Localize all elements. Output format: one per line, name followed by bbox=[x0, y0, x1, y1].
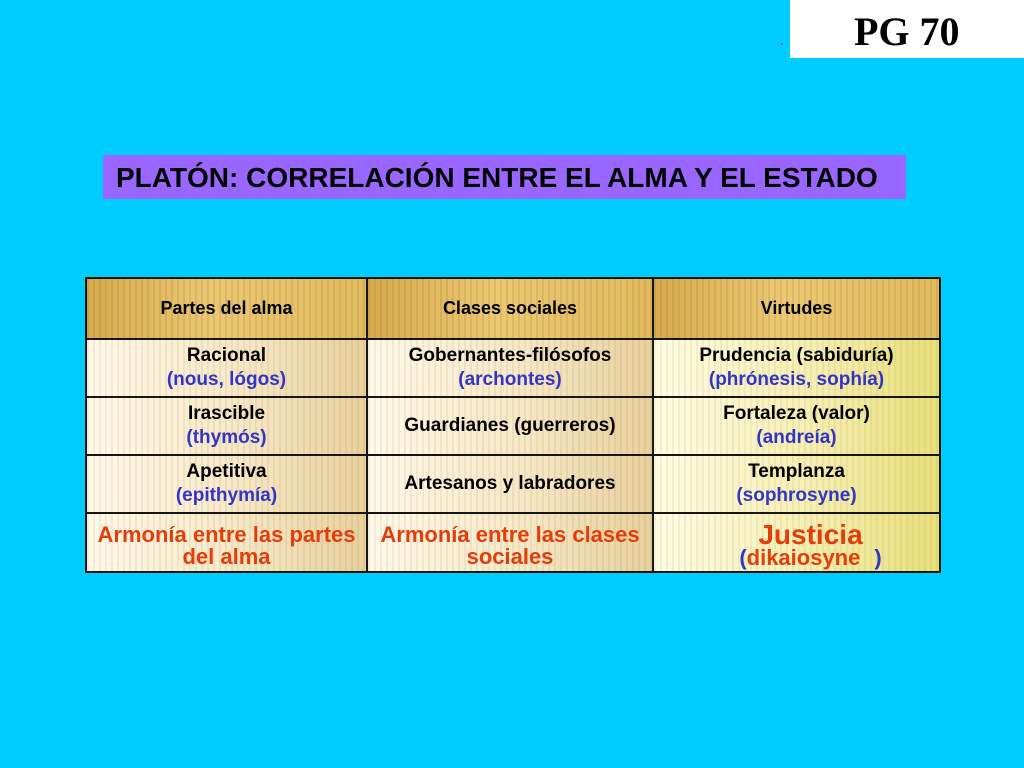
justice-label: Justicia bbox=[758, 518, 863, 550]
header-cell-soul-parts bbox=[87, 279, 366, 338]
cell-sub-text: (nous, lógos) bbox=[166, 369, 287, 390]
greek-term: dikaiosyne bbox=[746, 544, 861, 570]
cell-main-text: Templanza bbox=[748, 461, 845, 482]
corner-mark: - bbox=[780, 39, 784, 50]
justice-greek-term bbox=[739, 544, 882, 570]
correlation-table bbox=[85, 277, 941, 573]
cell-main-text: Gobernantes-filósofos bbox=[408, 345, 612, 366]
cell-social-class bbox=[368, 398, 652, 454]
cell-main-text: Artesanos y labradores bbox=[404, 473, 616, 494]
cell-main-text: Irascible bbox=[187, 403, 266, 424]
page-label-box bbox=[790, 0, 1024, 58]
harmony-text-line: Armonía entre las partes bbox=[97, 521, 356, 547]
cell-main-text: Racional bbox=[186, 345, 267, 366]
cell-soul-part bbox=[87, 456, 366, 512]
title-banner bbox=[103, 155, 906, 199]
harmony-text-line: sociales bbox=[466, 543, 554, 569]
cell-soul-harmony bbox=[87, 514, 366, 571]
cell-main-text: Guardianes (guerreros) bbox=[404, 415, 616, 436]
header-label: Clases sociales bbox=[442, 298, 578, 318]
cell-social-class bbox=[368, 340, 652, 396]
cell-sub-text: (andreía) bbox=[756, 427, 837, 448]
cell-virtue bbox=[654, 456, 939, 512]
cell-main-text: Prudencia (sabiduría) bbox=[699, 345, 894, 366]
cell-main-text: Apetitiva bbox=[186, 461, 267, 482]
cell-virtue bbox=[654, 398, 939, 454]
header-label: Virtudes bbox=[760, 298, 833, 318]
cell-state-harmony bbox=[368, 514, 652, 571]
open-parenthesis: ( bbox=[739, 544, 747, 570]
page-number-label: PG 70 bbox=[854, 9, 960, 54]
header-cell-virtues bbox=[654, 279, 939, 338]
cell-social-class bbox=[368, 456, 652, 512]
header-label: Partes del alma bbox=[160, 298, 293, 318]
cell-virtue bbox=[654, 340, 939, 396]
cell-sub-text: (phrónesis, sophía) bbox=[708, 369, 885, 390]
harmony-text-line: Armonía entre las clases bbox=[380, 521, 640, 547]
header-cell-social-classes bbox=[368, 279, 652, 338]
cell-sub-text: (sophrosyne) bbox=[736, 485, 857, 506]
cell-sub-text: (thymós) bbox=[186, 427, 267, 448]
cell-sub-text: (archontes) bbox=[458, 369, 562, 390]
close-parenthesis: ) bbox=[874, 544, 882, 570]
cell-soul-part bbox=[87, 398, 366, 454]
cell-soul-part bbox=[87, 340, 366, 396]
harmony-text-line: del alma bbox=[182, 543, 271, 569]
cell-main-text: Fortaleza (valor) bbox=[723, 403, 870, 424]
cell-sub-text: (epithymía) bbox=[175, 485, 278, 506]
slide-title: PLATÓN: CORRELACIÓN ENTRE EL ALMA Y EL ESTADO bbox=[116, 162, 878, 193]
cell-justice bbox=[654, 514, 939, 571]
